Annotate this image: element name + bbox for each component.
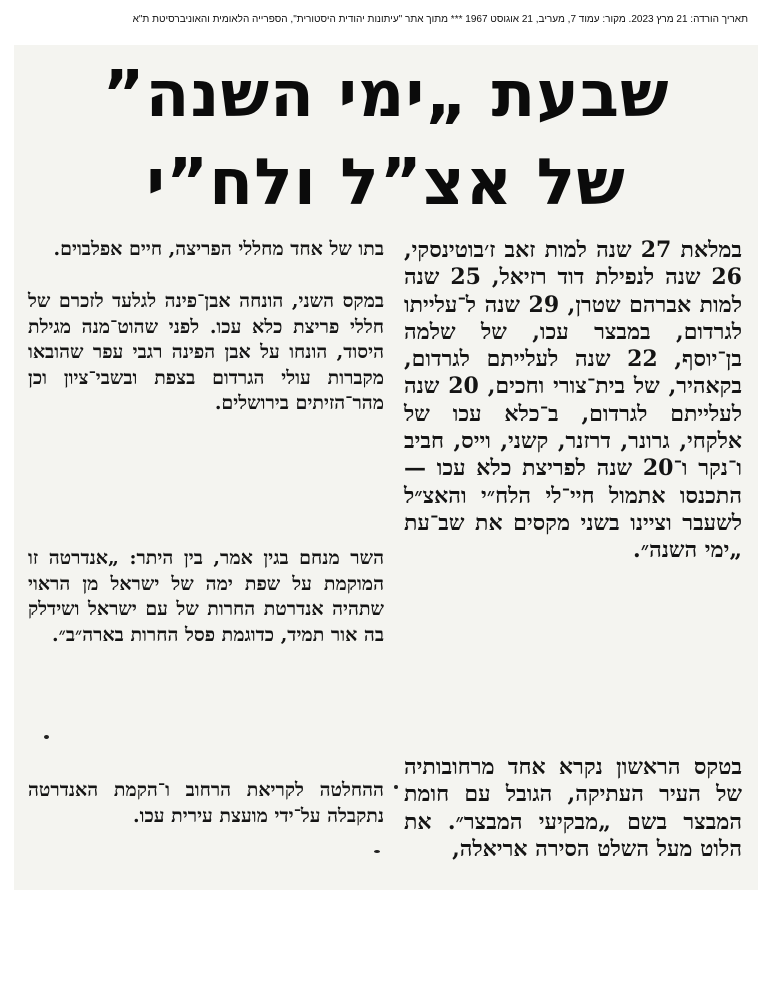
article-paragraph: בטקס הראשון נקרא אחד מרחובותיה של העיר העתיקה, הגובל עם חומת המבצר בשם „מבקיעי המבצר״. את הלוט מעל השלט הסירה אריאלה, — [404, 754, 742, 862]
article-paragraph: ההחלטה לקריאת הרחוב ו־הקמת האנדרטה נתקבלה על־ידי מועצת עירית עכו. — [28, 779, 384, 827]
article-column-left — [28, 237, 384, 855]
print-speck — [44, 735, 49, 739]
headline-line-2: של אצ”ל ולח”י — [146, 146, 626, 220]
print-speck — [394, 785, 398, 789]
article-paragraph: במלאת 27 שנה למות זאב ז׳בוטינסקי, 26 שנה לנפילת דוד רזיאל, 25 שנה למות אברהם שטרן, 29 שנה ל־עלייתו לגרדום, במבצר עכו, של שלמה בן־יוסף, 22 שנה לעלייתם לגרדום, בקאהיר, של בית־צורי וחכים, 20 שנה לעלייתם לגרדום, ב־כלא עכו של אלקחי, גרונר, דרזנר, קשני, וייס, חביב ו־נקר ו־20 שנה לפריצת כלא עכו — התכנסו אתמול חיי־לי הלח״י והאצ״ל לשעבר וציינו בשני מקסים את שב־עת „ימי השנה״. — [404, 237, 743, 564]
smudged-line — [28, 752, 384, 778]
article-paragraph: השר מנחם בגין אמר, בין היתר: „אנדרטה זו המוקמת על שפת ימה של ישראל מן הראוי שתהיה אנדרטת החרות של עם ישראל ושידלק בה אור תמיד, כדוגמת פסל החרות בארה״ב״. — [28, 547, 384, 646]
download-source-line: תאריך הורדה: 21 מרץ 2023. מקור: עמוד 7, מעריב, 21 אוגוסט 1967 *** מתוך אתר "עיתונות יהודית היסטורית", הספרייה הלאומית והאוניברסיטת ת"א — [132, 14, 748, 25]
paragraph-gap — [404, 728, 742, 754]
print-speck — [374, 850, 380, 853]
article-column-right — [404, 237, 742, 890]
newspaper-clipping — [14, 45, 758, 890]
headline-line-1: שבעת „ימי השנה” — [102, 58, 670, 132]
article-paragraph: בתו של אחד מחללי הפריצה, חיים אפלבוים. — [53, 238, 384, 260]
paragraph-gap — [28, 520, 384, 546]
article-paragraph: במקס השני, הונחה אבן־פינה לגלעד לזכרם של חללי פריצת כלא עכו. לפני שהוט־מנה מגילת היסוד, הונחו על אבן הפינה רגבי עפר שהובאו מקברות עולי הגרדום בצפת ובשבי־ציון וכן מהר־הזיתים בירושלים. — [28, 290, 384, 415]
